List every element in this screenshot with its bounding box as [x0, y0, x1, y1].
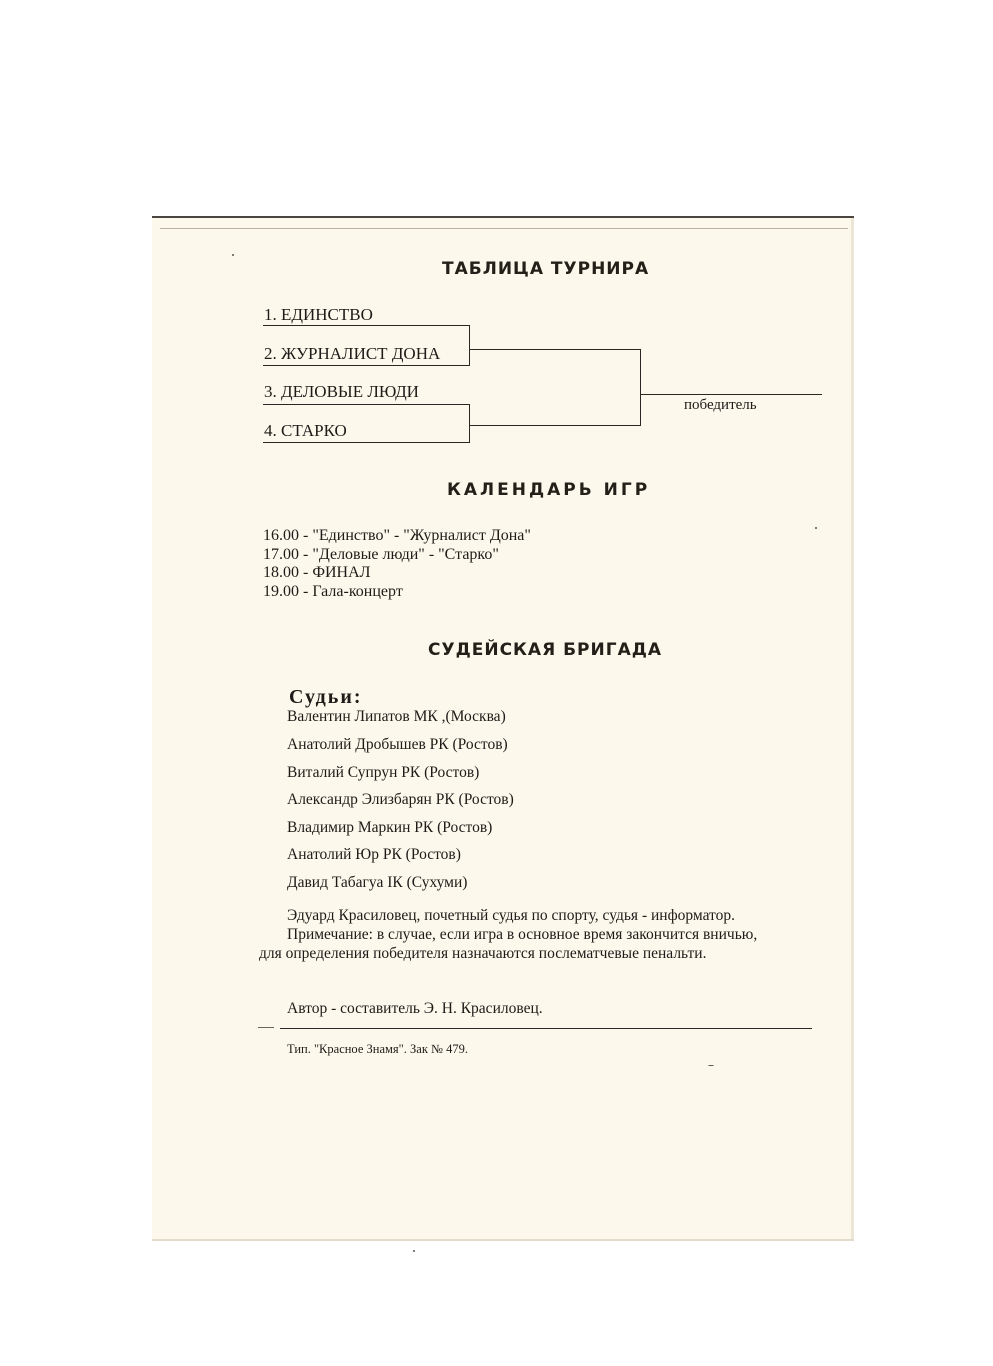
- bracket-title: ТАБЛИЦА ТУРНИРА: [442, 259, 650, 279]
- scan-speck: [708, 1065, 714, 1066]
- judge-item: Александр Элизбарян РК (Ростов): [287, 791, 514, 808]
- judge-item: Владимир Маркин РК (Ростов): [287, 819, 493, 836]
- bracket-line-semi-1-winner: [469, 349, 641, 350]
- referees-title: СУДЕЙСКАЯ БРИГАДА: [428, 640, 663, 660]
- informer-text: Эдуард Красиловец, почетный судья по спорту, судья - информатор.: [287, 907, 736, 924]
- author-credit: Автор - составитель Э. Н. Красиловец.: [287, 1000, 543, 1017]
- bracket-team-1: 1. ЕДИНСТВО: [264, 305, 373, 324]
- bracket-line-champion: [640, 394, 822, 395]
- footer-rule-stub: [258, 1027, 274, 1028]
- note-line-2: для определения победителя назначаются послематчевые пенальти.: [259, 945, 707, 962]
- judge-item: Анатолий Юр РК (Ростов): [287, 846, 461, 863]
- scan-speck: [815, 527, 817, 529]
- bracket-join-semi-1: [469, 325, 470, 366]
- bracket-team-3: 3. ДЕЛОВЫЕ ЛЮДИ: [264, 382, 419, 401]
- judge-item: Анатолий Дробышев РК (Ростов): [287, 736, 508, 753]
- judge-item: Виталий Супрун РК (Ростов): [287, 764, 480, 781]
- bracket-line-team-1: [263, 325, 470, 326]
- schedule-title: КАЛЕНДАРЬ ИГР: [447, 480, 651, 500]
- scan-speck: [232, 254, 234, 256]
- judge-item: Давид Табагуа IК (Сухуми): [287, 874, 468, 891]
- judges-subtitle: Судьи:: [289, 686, 363, 708]
- bracket-line-semi-2-winner: [469, 425, 641, 426]
- document-page: [152, 216, 854, 1239]
- scan-speck: [413, 1250, 415, 1252]
- bracket-team-4: 4. СТАРКО: [264, 421, 347, 440]
- note-line-1: Примечание: в случае, если игра в основное время закончится вничью,: [287, 926, 758, 943]
- schedule-item: 17.00 - "Деловые люди" - "Старко": [263, 545, 499, 563]
- winner-label: победитель: [684, 397, 757, 413]
- bracket-line-team-2: [263, 365, 470, 366]
- bracket-team-2: 2. ЖУРНАЛИСТ ДОНА: [264, 344, 441, 363]
- schedule-item: 19.00 - Гала-концерт: [263, 582, 403, 600]
- bracket-join-semi-2: [469, 404, 470, 443]
- bracket-line-team-3: [263, 404, 470, 405]
- schedule-item: 18.00 - ФИНАЛ: [263, 564, 371, 581]
- schedule-item: 16.00 - "Единство" - "Журналист Дона": [263, 527, 531, 544]
- bracket-join-final: [640, 349, 641, 426]
- footer-rule: [280, 1028, 812, 1029]
- judge-item: Валентин Липатов МК ,(Москва): [287, 708, 506, 725]
- schedule-list: [263, 527, 531, 601]
- printer-info: Тип. "Красное Знамя". Зак № 479.: [287, 1042, 468, 1056]
- bracket-line-team-4: [263, 442, 470, 443]
